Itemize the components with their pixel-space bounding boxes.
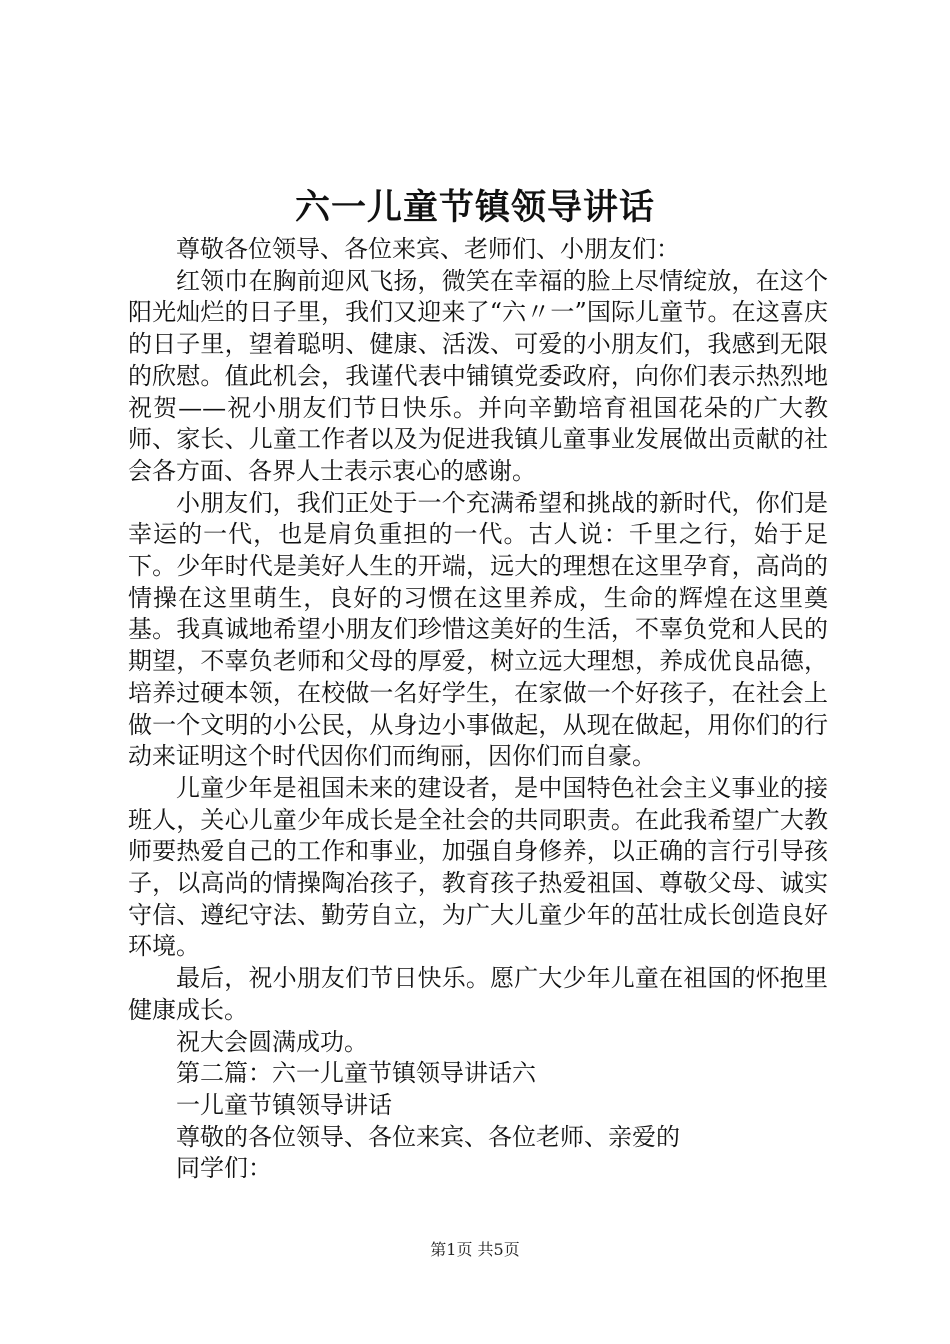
page-footer: 第1页 共5页: [430, 1240, 520, 1259]
body-paragraph: 小朋友们，我们正处于一个充满希望和挑战的新时代，你们是幸运的一代，也是肩负重担的一代。古人说：千里之行，始于足下。少年时代是美好人生的开端，远大的理想在这里孕育，高尚的情操在这里萌生，良好的习惯在这里养成，生命的辉煌在这里奠基。我真诚地希望小朋友们珍惜这美好的生活，不辜负党和人民的期望，不辜负老师和父母的厚爱，树立远大理想，养成优良品德，培养过硬本领，在校做一名好学生，在家做一个好孩子，在社会上做一个文明的小公民，从身边小事做起，从现在做起，用你们的行动来证明这个时代因你们而绚丽，因你们而自豪。: [128, 488, 828, 771]
body-paragraph: 儿童少年是祖国未来的建设者，是中国特色社会主义事业的接班人，关心儿童少年成长是全社会的共同职责。在此我希望广大教师要热爱自己的工作和事业，加强自身修养，以正确的言行引导孩子，以高尚的情操陶冶孩子，教育孩子热爱祖国、尊敬父母、诚实守信、遵纪守法、勤劳自立，为广大儿童少年的茁壮成长创造良好环境。: [128, 773, 828, 961]
closing-paragraph: 祝大会圆满成功。: [176, 1027, 368, 1056]
body-paragraph: 最后，祝小朋友们节日快乐。愿广大少年儿童在祖国的怀抱里健康成长。: [128, 964, 828, 1024]
salutation-continuation: 同学们：: [176, 1154, 272, 1183]
salutation-paragraph: 尊敬各位领导、各位来宾、老师们、小朋友们：: [176, 235, 680, 263]
document-title: 六一儿童节镇领导讲话: [294, 187, 655, 228]
document-body: [128, 234, 828, 1185]
salutation-paragraph: 尊敬的各位领导、各位来宾、各位老师、亲爱的: [176, 1122, 680, 1151]
section-heading: 第二篇：六一儿童节镇领导讲话六: [176, 1059, 536, 1088]
body-paragraph: 红领巾在胸前迎风飞扬，微笑在幸福的脸上尽情绽放，在这个阳光灿烂的日子里，我们又迎来了“六〃一”国际儿童节。在这喜庆的日子里，望着聪明、健康、活泼、可爱的小朋友们，我感到无限的欣慰。值此机会，我谨代表中铺镇党委政府，向你们表示热烈地祝贺——祝小朋友们节日快乐。并向辛勤培育祖国花朵的广大教师、家长、儿童工作者以及为促进我镇儿童事业发展做出贡献的社会各方面、各界人士表示衷心的感谢。: [128, 266, 828, 485]
section-heading-continuation: 一儿童节镇领导讲话: [176, 1090, 392, 1119]
